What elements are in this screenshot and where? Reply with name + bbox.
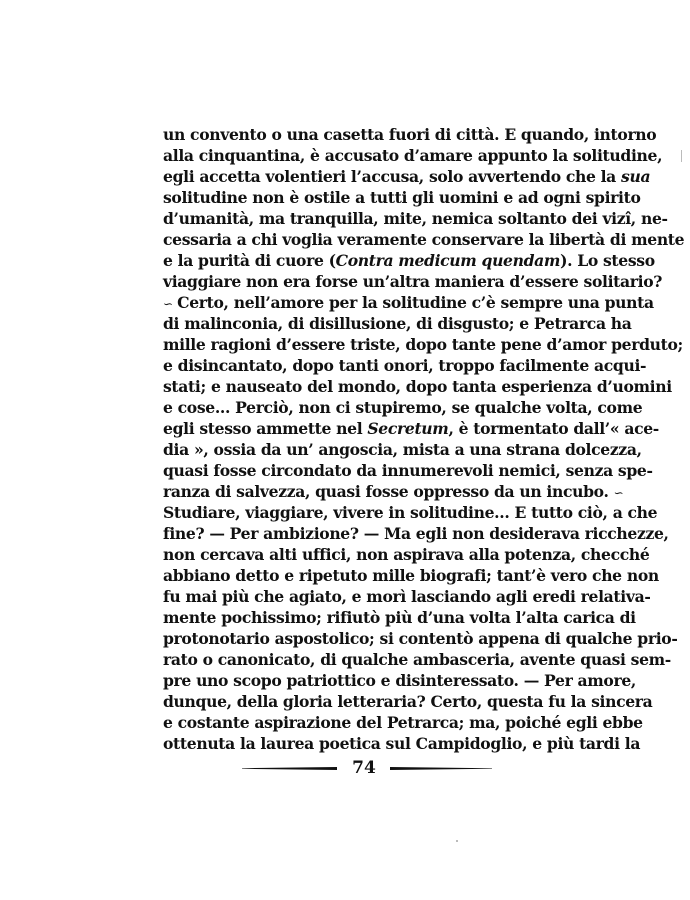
text-line bbox=[163, 712, 643, 733]
text-run: viaggiare non era forse un’altra maniera d’essere solitario? bbox=[163, 272, 663, 291]
text-line bbox=[163, 208, 668, 229]
text-line bbox=[163, 376, 672, 397]
text-run: quasi fosse circondato da innumerevoli nemici, senza spe- bbox=[163, 461, 653, 480]
text-run: egli accetta volentieri l’accusa, solo avvertendo che la bbox=[163, 167, 622, 186]
text-run: e la purità di cuore ( bbox=[163, 251, 336, 270]
text-line bbox=[163, 670, 636, 691]
text-run: Studiare, viaggiare, vivere in solitudine... E tutto ciò, a che bbox=[163, 503, 658, 522]
text-run: Certo, nell’amore per la solitudine c’è sempre una punta bbox=[172, 293, 654, 312]
text-run: protonotario aspostolico; si contentò appena di qualche prio- bbox=[163, 629, 678, 648]
text-run: pre uno scopo patriottico e disinteressato. — Per amore, bbox=[163, 671, 636, 690]
italic-run: sua bbox=[621, 167, 651, 186]
footer-rule-left bbox=[242, 767, 337, 770]
text-run: ranza di salvezza, quasi fosse oppresso da un incubo. bbox=[163, 482, 614, 501]
text-run: abbiano detto e ripetuto mille biografi; tant’è vero che non bbox=[163, 566, 659, 585]
text-run: solitudine non è ostile a tutti gli uomini e ad ogni spirito bbox=[163, 188, 641, 207]
text-line bbox=[163, 145, 663, 166]
text-run: rato o canonicato, di qualche ambasceria, avente quasi sem- bbox=[163, 650, 671, 669]
text-run: mente pochissimo; rifiutò più d’una volta l’alta carica di bbox=[163, 608, 636, 627]
text-line bbox=[163, 292, 654, 313]
text-run: , è tormentato dall’« ace- bbox=[448, 419, 659, 438]
text-run: d’umanità, ma tranquilla, mite, nemica soltanto dei vizî, ne- bbox=[163, 209, 668, 228]
text-line bbox=[163, 460, 653, 481]
text-line bbox=[163, 502, 658, 523]
body-text bbox=[163, 124, 685, 754]
text-line bbox=[163, 523, 669, 544]
text-run: e disincantato, dopo tanti onori, troppo facilmente acqui- bbox=[163, 356, 647, 375]
text-run: dia », ossia da un’ angoscia, mista a una strana dolcezza, bbox=[163, 440, 642, 459]
text-line bbox=[163, 250, 655, 271]
text-line bbox=[163, 586, 651, 607]
text-run: cessaria a chi voglia veramente conservare la libertà di mente bbox=[163, 230, 685, 249]
text-run: di malinconia, di disillusione, di disgusto; e Petrarca ha bbox=[163, 314, 632, 333]
text-line bbox=[163, 628, 678, 649]
text-line bbox=[163, 313, 632, 334]
text-run: ). Lo stesso bbox=[560, 251, 655, 270]
text-run: egli stesso ammette nel bbox=[163, 419, 368, 438]
text-line bbox=[163, 355, 647, 376]
text-run: stati; e nauseato del mondo, dopo tanta esperienza d’uomini bbox=[163, 377, 672, 396]
text-line bbox=[163, 439, 642, 460]
text-run: e cose... Perciò, non ci stupiremo, se qualche volta, come bbox=[163, 398, 643, 417]
section-ornament: ∽ bbox=[613, 486, 623, 500]
text-run: mille ragioni d’essere triste, dopo tante pene d’amor perduto; bbox=[163, 335, 683, 354]
text-line bbox=[163, 271, 663, 292]
page-footer bbox=[0, 755, 690, 785]
text-run: alla cinquantina, è accusato d’amare appunto la solitudine, bbox=[163, 146, 663, 165]
text-line bbox=[163, 565, 659, 586]
text-line bbox=[163, 607, 636, 628]
italic-run: Secretum bbox=[367, 419, 449, 438]
scan-speck bbox=[681, 150, 682, 162]
text-run: ottenuta la laurea poetica sul Campidoglio, e più tardi la bbox=[163, 734, 641, 753]
scan-speck bbox=[456, 840, 458, 842]
text-line bbox=[163, 187, 641, 208]
text-run: dunque, della gloria letteraria? Certo, questa fu la sincera bbox=[163, 692, 653, 711]
text-line bbox=[163, 649, 671, 670]
text-line bbox=[163, 397, 643, 418]
text-line bbox=[163, 334, 683, 355]
section-ornament: ∽ bbox=[163, 297, 173, 311]
text-line bbox=[163, 166, 651, 187]
text-line bbox=[163, 481, 623, 502]
text-run: e costante aspirazione del Petrarca; ma, poiché egli ebbe bbox=[163, 713, 643, 732]
text-line bbox=[163, 544, 650, 565]
page-number: 74 bbox=[352, 758, 376, 778]
text-line bbox=[163, 229, 685, 250]
text-line bbox=[163, 418, 659, 439]
text-line bbox=[163, 733, 641, 754]
italic-run: Contra medicum quendam bbox=[335, 251, 561, 270]
text-run: un convento o una casetta fuori di città. E quando, intorno bbox=[163, 125, 657, 144]
text-run: fu mai più che agiato, e morì lasciando agli eredi relativa- bbox=[163, 587, 651, 606]
text-line bbox=[163, 124, 657, 145]
text-line bbox=[163, 691, 653, 712]
text-run: non cercava alti uffici, non aspirava alla potenza, checché bbox=[163, 545, 650, 564]
footer-rule-right bbox=[390, 767, 492, 770]
text-run: fine? — Per ambizione? — Ma egli non desiderava ricchezze, bbox=[163, 524, 669, 543]
